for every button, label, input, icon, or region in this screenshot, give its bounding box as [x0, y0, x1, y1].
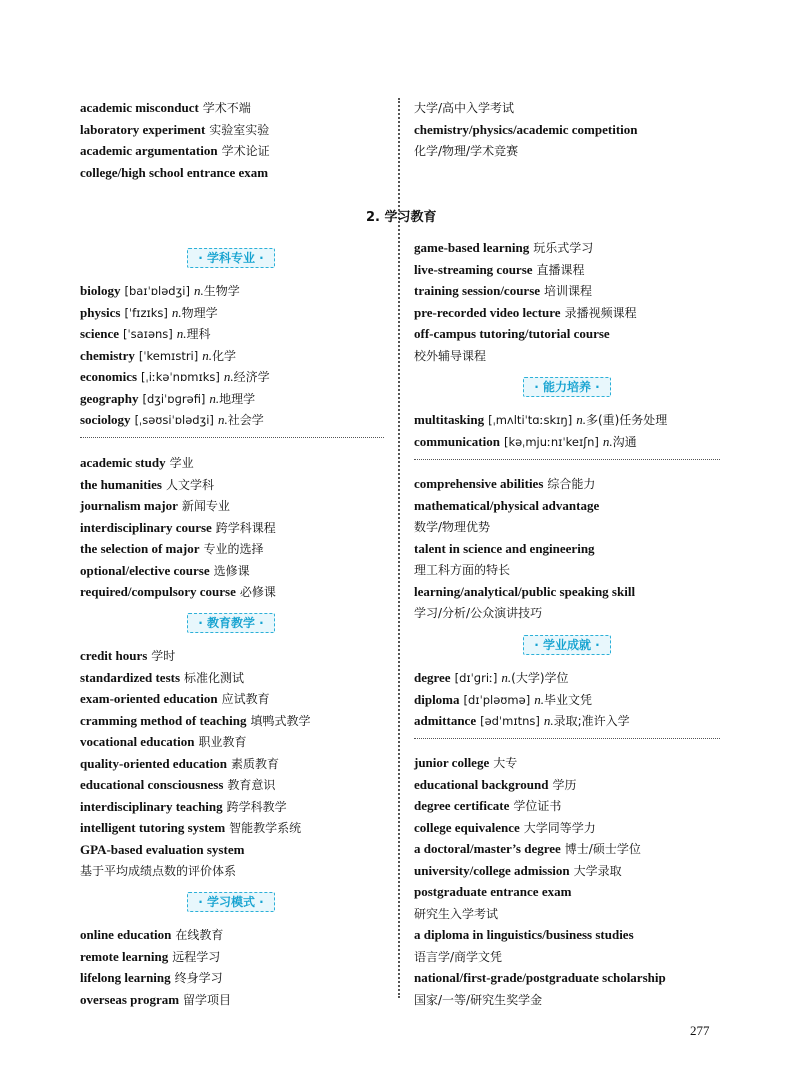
- term-zh: 综合能力: [547, 477, 596, 491]
- entry-line: [414, 692, 592, 708]
- entry-line: [414, 434, 637, 450]
- term-zh: 跨学科教学: [226, 799, 287, 814]
- term-zh: 培训课程: [544, 284, 593, 298]
- term-en: interdisciplinary course: [80, 519, 212, 535]
- term-en: college/high school entrance exam: [80, 164, 269, 180]
- term-phonetic: [ˈfɪzɪks]: [124, 305, 168, 320]
- term-phonetic: [dʒiˈɒɡrəfi]: [142, 391, 206, 406]
- term-zh: 语言学/商学文凭: [414, 949, 503, 964]
- term-zh: 博士/硕士学位: [564, 842, 641, 856]
- term-en: science: [80, 326, 119, 341]
- term-en: required/compulsory course: [80, 584, 236, 599]
- entry-line: [80, 348, 236, 364]
- term-en: national/first-grade/postgraduate scholarship: [414, 970, 666, 985]
- term-en: academic study: [80, 455, 166, 470]
- entry-line: [414, 240, 593, 256]
- term-pos: n.: [501, 670, 512, 685]
- entry-line: [80, 670, 244, 686]
- term-pos: n.: [602, 433, 613, 449]
- term-pos: n.: [193, 283, 204, 298]
- entry-line: [80, 949, 220, 965]
- column-divider: [398, 98, 400, 998]
- term-en: admittance: [414, 713, 477, 728]
- term-en: physics: [80, 304, 121, 320]
- entry-line: [80, 520, 276, 536]
- term-en: geography: [80, 390, 139, 406]
- entry-line: [80, 756, 279, 772]
- term-en: the selection of major: [80, 541, 200, 556]
- term-en: a diploma in linguistics/business studies: [414, 927, 634, 942]
- term-en: chemistry: [80, 347, 135, 363]
- term-phonetic: [baɪˈɒlədʒi]: [124, 284, 190, 298]
- entry-line: [414, 584, 639, 600]
- term-pos: n.: [223, 369, 234, 384]
- entry-line: [414, 605, 542, 621]
- term-zh: 玩乐式学习: [533, 241, 594, 255]
- term-zh: 跨学科课程: [215, 520, 276, 535]
- entry-line: [80, 863, 236, 879]
- term-en: intelligent tutoring system: [80, 820, 226, 835]
- term-en: credit hours: [80, 648, 148, 663]
- section-title: 2. 学习教育: [366, 210, 437, 225]
- term-zh: 基于平均成绩点数的评价体系: [80, 864, 237, 878]
- entry-line: [80, 648, 175, 664]
- term-zh: 大专: [493, 756, 518, 770]
- term-en: the humanities: [80, 476, 162, 492]
- term-en: journalism major: [80, 498, 178, 513]
- term-en: overseas program: [80, 991, 180, 1007]
- divider-right-achievement: [414, 738, 720, 739]
- divider-left-subjects: [80, 437, 384, 438]
- entry-line: [80, 820, 301, 836]
- term-zh: 数学/物理优势: [414, 520, 491, 534]
- term-en: cramming method of teaching: [80, 712, 247, 728]
- term-zh: 国家/一等/研究生奖学金: [414, 992, 543, 1007]
- term-en: vocational education: [80, 734, 195, 749]
- entry-line: [80, 305, 218, 321]
- term-zh: 学时: [151, 649, 176, 663]
- term-en: educational consciousness: [80, 777, 224, 792]
- entry-line: [80, 691, 270, 707]
- entry-line: [80, 412, 264, 428]
- entry-line: [414, 820, 596, 836]
- term-zh: 必修课: [239, 585, 276, 599]
- term-zh: 素质教育: [230, 756, 279, 771]
- term-en: comprehensive abilities: [414, 476, 544, 491]
- badge-teaching: · 教育教学 ·: [187, 613, 275, 633]
- term-en: economics: [80, 369, 138, 384]
- entry-line: [414, 863, 622, 879]
- entry-line: [414, 541, 599, 557]
- term-en: junior college: [414, 755, 490, 770]
- term-phonetic: [dɪˈpləʊmə]: [463, 692, 531, 707]
- term-phonetic: [ˈsaɪəns]: [122, 327, 173, 341]
- entry-line: [414, 143, 518, 159]
- term-phonetic: [kəˌmjuːnɪˈkeɪʃn]: [503, 434, 599, 449]
- term-zh: 研究生入学考试: [414, 906, 499, 921]
- term-zh: 理科: [186, 327, 211, 341]
- entry-line: [80, 734, 247, 750]
- term-en: off-campus tutoring/tutorial course: [414, 326, 610, 341]
- term-zh: 多(重)任务处理: [585, 413, 668, 427]
- term-en: a doctoral/master’s degree: [414, 841, 561, 856]
- term-phonetic: [dɪˈɡriː]: [454, 671, 498, 685]
- term-zh: 职业教育: [198, 735, 247, 749]
- term-pos: n.: [543, 713, 554, 728]
- entry-line: [414, 841, 641, 857]
- term-en: communication: [414, 433, 500, 449]
- term-phonetic: [ədˈmɪtns]: [480, 714, 540, 728]
- entry-line: [80, 799, 287, 815]
- entry-line: [80, 165, 272, 181]
- entry-line: [80, 777, 275, 793]
- term-zh: 学术论证: [221, 144, 270, 158]
- term-zh: 学位证书: [513, 799, 562, 813]
- entry-line: [414, 305, 637, 321]
- page-number: 277: [690, 1023, 710, 1038]
- entry-line: [414, 777, 577, 793]
- entry-line: [80, 563, 250, 579]
- term-phonetic: [ˌiːkəˈnɒmɪks]: [141, 370, 220, 384]
- entry-line: [80, 498, 230, 514]
- entry-line: [80, 541, 264, 557]
- term-zh: 社会学: [227, 413, 264, 427]
- entry-line: [414, 755, 517, 771]
- entry-line: [80, 122, 269, 138]
- term-zh: 应试教育: [221, 692, 270, 706]
- entry-line: [414, 498, 603, 514]
- term-pos: n.: [576, 412, 586, 427]
- entry-line: [414, 798, 561, 814]
- entry-line: [414, 670, 569, 686]
- term-pos: n.: [171, 304, 182, 320]
- entry-line: [414, 326, 614, 342]
- term-zh: 在线教育: [175, 928, 224, 942]
- term-en: diploma: [414, 691, 460, 707]
- term-en: exam-oriented education: [80, 691, 218, 706]
- entry-line: [414, 476, 595, 492]
- entry-line: [80, 927, 223, 943]
- term-en: mathematical/physical advantage: [414, 497, 600, 513]
- entry-line: [414, 100, 514, 116]
- term-pos: n.: [217, 412, 228, 427]
- term-zh: 大学同等学力: [523, 820, 596, 835]
- entry-line: [80, 584, 276, 600]
- term-zh: 留学项目: [183, 992, 232, 1007]
- term-zh: (大学)学位: [511, 671, 569, 685]
- term-en: sociology: [80, 412, 131, 427]
- term-zh: 填鸭式教学: [250, 713, 311, 728]
- term-zh: 终身学习: [174, 971, 223, 985]
- entry-line: [414, 906, 498, 922]
- term-zh: 录取;准许入学: [553, 714, 630, 728]
- divider-right-ability: [414, 459, 720, 460]
- term-en: lifelong learning: [80, 970, 171, 985]
- entry-line: [414, 884, 575, 900]
- term-en: online education: [80, 927, 172, 942]
- term-zh: 选修课: [213, 563, 250, 578]
- term-zh: 人文学科: [165, 477, 214, 492]
- badge-mode: · 学习模式 ·: [187, 892, 275, 912]
- entry-line: [80, 326, 211, 342]
- term-en: college equivalence: [414, 819, 520, 835]
- badge-subject: · 学科专业 ·: [187, 248, 275, 268]
- term-zh: 教育意识: [227, 778, 276, 792]
- entry-line: [414, 562, 510, 578]
- entry-line: [80, 992, 231, 1008]
- term-zh: 标准化测试: [184, 670, 245, 685]
- entry-line: [80, 369, 270, 385]
- term-zh: 远程学习: [172, 949, 221, 964]
- term-zh: 沟通: [612, 434, 637, 449]
- entry-line: [414, 283, 592, 299]
- entry-line: [414, 949, 502, 965]
- term-zh: 毕业文凭: [543, 692, 592, 707]
- term-zh: 学历: [552, 777, 577, 792]
- term-zh: 学业: [169, 456, 194, 470]
- term-zh: 录播视频课程: [564, 305, 637, 320]
- term-en: talent in science and engineering: [414, 540, 595, 556]
- term-zh: 化学/物理/学术竞赛: [414, 144, 519, 158]
- term-en: academic misconduct: [80, 100, 199, 115]
- term-en: educational background: [414, 776, 549, 792]
- entry-line: [414, 713, 630, 729]
- entry-line: [80, 970, 223, 986]
- entry-line: [414, 348, 486, 364]
- entry-line: [80, 143, 270, 159]
- entry-line: [80, 391, 255, 407]
- badge-achievement: · 学业成就 ·: [523, 635, 611, 655]
- term-en: multitasking: [414, 412, 485, 427]
- term-en: game-based learning: [414, 240, 530, 255]
- term-en: university/college admission: [414, 862, 570, 878]
- term-phonetic: [ˌmʌltiˈtɑːskɪŋ]: [488, 413, 573, 427]
- badge-ability: · 能力培养 ·: [523, 377, 611, 397]
- term-zh: 校外辅导课程: [414, 348, 487, 363]
- term-pos: n.: [209, 390, 220, 406]
- entry-line: [414, 970, 670, 986]
- term-zh: 经济学: [233, 370, 270, 384]
- term-en: interdisciplinary teaching: [80, 798, 223, 814]
- entry-line: [80, 455, 194, 471]
- term-zh: 学习/分析/公众演讲技巧: [414, 606, 543, 620]
- term-zh: 直播课程: [536, 262, 585, 277]
- term-zh: 物理学: [181, 305, 218, 320]
- term-zh: 智能教学系统: [229, 821, 302, 835]
- term-en: training session/course: [414, 283, 541, 298]
- term-en: quality-oriented education: [80, 755, 227, 771]
- term-en: degree: [414, 670, 451, 685]
- entry-line: [414, 412, 667, 428]
- term-zh: 生物学: [203, 284, 240, 298]
- entry-line: [414, 262, 585, 278]
- term-en: laboratory experiment: [80, 121, 206, 137]
- entry-line: [414, 927, 638, 943]
- term-en: live-streaming course: [414, 261, 533, 277]
- term-zh: 地理学: [219, 391, 256, 406]
- term-zh: 新闻专业: [181, 499, 230, 513]
- term-zh: 理工科方面的特长: [414, 563, 511, 577]
- term-en: degree certificate: [414, 798, 510, 813]
- term-pos: n.: [202, 347, 212, 363]
- term-en: GPA-based evaluation system: [80, 841, 245, 857]
- term-en: chemistry/physics/academic competition: [414, 121, 638, 137]
- entry-line: [80, 477, 214, 493]
- entry-line: [80, 713, 310, 729]
- term-phonetic: [ˈkemɪstri]: [138, 348, 199, 363]
- term-en: biology: [80, 283, 121, 298]
- term-zh: 实验室实验: [209, 122, 270, 137]
- term-phonetic: [ˌsəʊsiˈɒlədʒi]: [134, 413, 214, 427]
- term-en: pre-recorded video lecture: [414, 304, 561, 320]
- term-en: academic argumentation: [80, 143, 218, 158]
- entry-line: [80, 283, 240, 299]
- term-pos: n.: [176, 326, 187, 341]
- term-zh: 大学/高中入学考试: [414, 101, 515, 115]
- term-en: learning/analytical/public speaking skill: [414, 583, 636, 599]
- entry-line: [414, 519, 490, 535]
- term-en: remote learning: [80, 948, 169, 964]
- term-zh: 专业的选择: [203, 542, 264, 556]
- term-pos: n.: [534, 691, 544, 707]
- term-en: postgraduate entrance exam: [414, 884, 572, 899]
- entry-line: [80, 100, 251, 116]
- term-zh: 大学录取: [573, 863, 622, 878]
- entry-line: [80, 842, 248, 858]
- term-en: optional/elective course: [80, 562, 210, 578]
- entry-line: [414, 992, 542, 1008]
- term-en: standardized tests: [80, 669, 181, 685]
- entry-line: [414, 122, 642, 138]
- term-zh: 化学: [211, 348, 236, 363]
- term-zh: 学术不端: [202, 101, 251, 115]
